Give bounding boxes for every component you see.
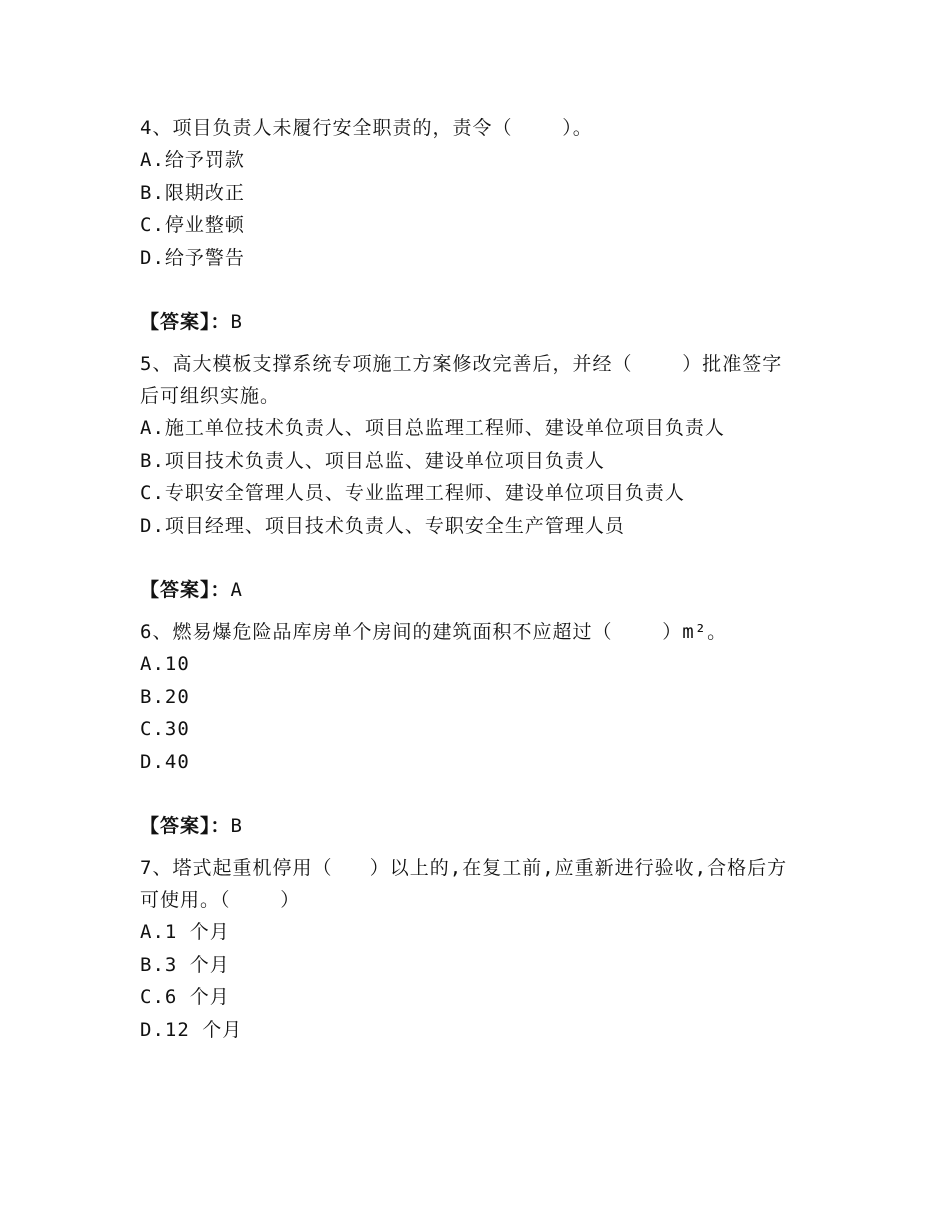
option-d: D.12 个月 bbox=[140, 1018, 243, 1041]
question-stem: 7、塔式起重机停用（ ）以上的,在复工前,应重新进行验收,合格后方可使用。（ ） bbox=[140, 857, 788, 911]
answer-label: 【答案】： bbox=[140, 815, 231, 837]
option-a: A.1 个月 bbox=[140, 921, 230, 943]
question-4 bbox=[140, 112, 800, 338]
document-page bbox=[140, 112, 800, 1046]
option-c: C.6 个月 bbox=[140, 986, 230, 1008]
question-stem: 5、高大模板支撑系统专项施工方案修改完善后，并经（ ）批准签字后可组织实施。 bbox=[140, 353, 783, 407]
option-b: B.3 个月 bbox=[140, 953, 230, 976]
answer-label: 【答案】： bbox=[140, 579, 231, 601]
option-d: D.给予警告 bbox=[140, 246, 245, 269]
option-b: B.项目技术负责人、项目总监、建设单位项目负责人 bbox=[140, 449, 605, 472]
option-a: A.给予罚款 bbox=[140, 149, 245, 171]
option-a: A.施工单位技术负责人、项目总监理工程师、建设单位项目负责人 bbox=[140, 417, 725, 439]
option-b: B.20 bbox=[140, 685, 190, 708]
question-7 bbox=[140, 852, 800, 1046]
option-a: A.10 bbox=[140, 653, 190, 675]
option-c: C.停业整顿 bbox=[140, 214, 245, 236]
answer-value: B bbox=[230, 311, 243, 333]
answer-label: 【答案】： bbox=[140, 311, 231, 333]
answer-value: B bbox=[230, 815, 243, 837]
option-c: C.专职安全管理人员、专业监理工程师、建设单位项目负责人 bbox=[140, 482, 685, 504]
answer-line bbox=[140, 574, 800, 606]
option-d: D.项目经理、项目技术负责人、专职安全生产管理人员 bbox=[140, 514, 625, 537]
answer-line bbox=[140, 810, 800, 842]
question-stem: 6、燃易爆危险品库房单个房间的建筑面积不应超过（ ）m²。 bbox=[140, 621, 728, 643]
question-5 bbox=[140, 348, 800, 606]
question-6 bbox=[140, 616, 800, 842]
question-stem: 4、项目负责人未履行安全职责的，责令（ ）。 bbox=[140, 117, 593, 139]
option-d: D.40 bbox=[140, 750, 190, 773]
option-b: B.限期改正 bbox=[140, 181, 245, 204]
answer-line bbox=[140, 306, 800, 338]
answer-value: A bbox=[230, 579, 243, 601]
option-c: C.30 bbox=[140, 718, 190, 740]
